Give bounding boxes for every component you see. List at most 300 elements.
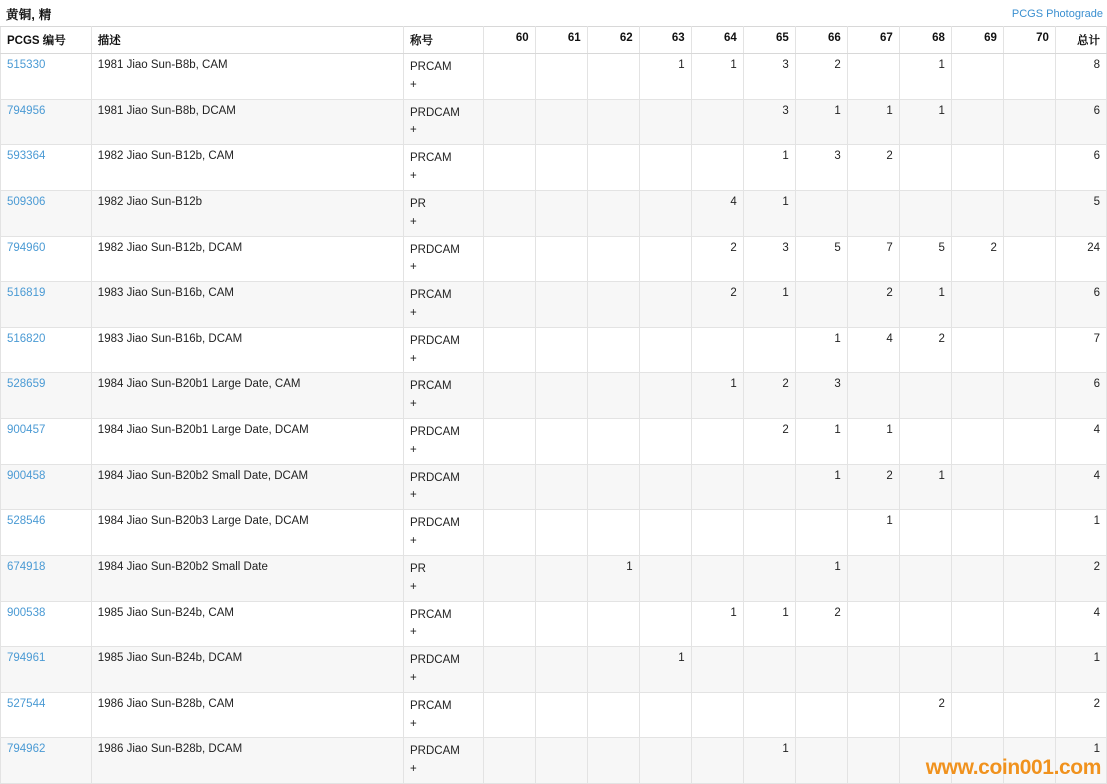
col-header-total[interactable]: 总计 [1055,27,1106,54]
col-header-61[interactable]: 61 [535,27,587,54]
cert-link[interactable]: 794962 [7,743,46,756]
cert-link[interactable]: 794961 [7,652,46,665]
designation-plus: + [410,443,417,456]
cell-grade-60 [483,145,535,191]
cell-total: 2 [1055,692,1106,738]
designation-plus: + [410,261,417,274]
designation-label: PRDCAM [410,106,460,119]
cell-grade-70 [1003,464,1055,510]
cell-cert[interactable] [1,373,92,419]
cell-grade-60 [483,54,535,100]
cell-grade-60 [483,373,535,419]
cell-total: 6 [1055,373,1106,419]
cell-grade-62 [587,510,639,556]
designation-plus: + [410,717,417,730]
cell-grade-70 [1003,145,1055,191]
cell-grade-64 [691,692,743,738]
designation-label: PR [410,197,426,210]
table-row [1,692,1107,738]
cell-grade-65: 3 [743,236,795,282]
population-table [0,26,1107,784]
cell-grade-65 [743,327,795,373]
cell-total: 8 [1055,54,1106,100]
cell-grade-69 [951,282,1003,328]
cert-link[interactable]: 794960 [7,241,46,254]
cell-grade-68 [899,190,951,236]
cell-grade-62 [587,190,639,236]
table-body [1,54,1107,784]
cell-grade-67: 2 [847,282,899,328]
cell-grade-69 [951,373,1003,419]
cell-grade-63 [639,601,691,647]
designation-label: PR [410,562,426,575]
cell-grade-64 [691,145,743,191]
page-title: 黄铜, 精 [6,8,52,22]
cell-grade-66: 2 [795,54,847,100]
cell-total: 1 [1055,647,1106,693]
cell-grade-67: 2 [847,145,899,191]
cell-grade-60 [483,555,535,601]
cell-grade-67 [847,54,899,100]
cert-link[interactable]: 527544 [7,697,46,710]
cell-grade-68 [899,145,951,191]
cell-grade-67: 7 [847,236,899,282]
cell-grade-66: 2 [795,601,847,647]
cell-grade-63 [639,190,691,236]
table-row [1,510,1107,556]
designation-plus: + [410,78,417,91]
cell-grade-65: 1 [743,190,795,236]
cell-designation [404,190,484,236]
cell-grade-61 [535,419,587,465]
page-header [0,0,1107,26]
cell-grade-65 [743,555,795,601]
col-header-66[interactable]: 66 [795,27,847,54]
cell-description: 1982 Jiao Sun-B12b, DCAM [91,236,403,282]
cell-cert[interactable] [1,419,92,465]
cell-grade-70 [1003,190,1055,236]
cell-grade-66: 5 [795,236,847,282]
cell-cert[interactable] [1,327,92,373]
cert-link[interactable]: 900538 [7,606,46,619]
table-row [1,145,1107,191]
cell-grade-63: 1 [639,54,691,100]
cell-description: 1982 Jiao Sun-B12b, CAM [91,145,403,191]
cert-link[interactable]: 528546 [7,515,46,528]
cell-cert[interactable] [1,54,92,100]
cell-grade-64 [691,99,743,145]
cell-grade-62 [587,145,639,191]
cell-description: 1985 Jiao Sun-B24b, DCAM [91,647,403,693]
cell-grade-63: 1 [639,647,691,693]
cell-grade-66: 1 [795,327,847,373]
cell-grade-61 [535,555,587,601]
cell-grade-68: 1 [899,282,951,328]
cell-total: 6 [1055,99,1106,145]
cell-designation [404,373,484,419]
cell-grade-70 [1003,373,1055,419]
designation-plus: + [410,671,417,684]
cell-grade-70 [1003,601,1055,647]
cell-grade-69 [951,510,1003,556]
cell-grade-63 [639,555,691,601]
cert-link[interactable]: 516819 [7,287,46,300]
cell-grade-62 [587,54,639,100]
cell-grade-62 [587,373,639,419]
cell-grade-64 [691,647,743,693]
designation-label: PRDCAM [410,243,460,256]
cell-grade-68: 2 [899,327,951,373]
cell-grade-69 [951,99,1003,145]
cell-total: 4 [1055,464,1106,510]
table-row [1,738,1107,784]
cell-grade-70 [1003,282,1055,328]
designation-plus: + [410,535,417,548]
cell-designation [404,555,484,601]
cell-grade-70 [1003,99,1055,145]
cell-grade-60 [483,327,535,373]
designation-plus: + [410,626,417,639]
cell-grade-63 [639,99,691,145]
cert-link[interactable]: 515330 [7,59,46,71]
cell-cert[interactable] [1,282,92,328]
designation-plus: + [410,352,417,365]
cell-grade-67 [847,601,899,647]
table-row [1,282,1107,328]
cell-grade-70 [1003,647,1055,693]
cell-description: 1985 Jiao Sun-B24b, CAM [91,601,403,647]
cell-grade-63 [639,373,691,419]
cert-link[interactable]: 516820 [7,332,46,345]
cell-cert[interactable] [1,647,92,693]
cell-grade-68 [899,373,951,419]
col-header-69[interactable]: 69 [951,27,1003,54]
cell-grade-62 [587,692,639,738]
cell-grade-68 [899,601,951,647]
table-row [1,54,1107,100]
cell-grade-66 [795,738,847,784]
cell-grade-63 [639,282,691,328]
cell-description: 1982 Jiao Sun-B12b [91,190,403,236]
cell-total: 5 [1055,190,1106,236]
cell-grade-65: 2 [743,373,795,419]
cell-grade-60 [483,692,535,738]
cell-grade-62 [587,647,639,693]
col-header-62[interactable]: 62 [587,27,639,54]
cell-grade-65: 1 [743,282,795,328]
designation-label: PRDCAM [410,471,460,484]
col-header-65[interactable]: 65 [743,27,795,54]
designation-label: PRDCAM [410,426,460,438]
cell-grade-61 [535,464,587,510]
designation-plus: + [410,489,417,502]
cell-total: 1 [1055,510,1106,556]
designation-plus: + [410,215,417,228]
cell-grade-67: 1 [847,510,899,556]
cell-total: 4 [1055,601,1106,647]
cell-grade-69 [951,738,1003,784]
cell-grade-64 [691,555,743,601]
cell-cert[interactable] [1,99,92,145]
cell-grade-67 [847,555,899,601]
cell-grade-65: 1 [743,145,795,191]
cell-designation [404,601,484,647]
cell-description: 1981 Jiao Sun-B8b, DCAM [91,99,403,145]
designation-label: PRCAM [410,289,452,302]
cell-description: 1984 Jiao Sun-B20b1 Large Date, CAM [91,373,403,419]
cell-grade-69: 2 [951,236,1003,282]
cell-total: 2 [1055,555,1106,601]
cell-grade-66 [795,510,847,556]
cell-grade-63 [639,738,691,784]
cell-grade-62 [587,282,639,328]
designation-plus: + [410,306,417,319]
cell-grade-64 [691,738,743,784]
cell-total: 24 [1055,236,1106,282]
cell-cert[interactable] [1,555,92,601]
cell-grade-66: 1 [795,464,847,510]
cell-grade-64 [691,327,743,373]
cell-grade-63 [639,692,691,738]
cell-grade-67: 1 [847,419,899,465]
col-header-68[interactable]: 68 [899,27,951,54]
designation-label: PRCAM [410,152,452,165]
cell-grade-61 [535,373,587,419]
designation-label: PRCAM [410,380,452,393]
cell-total: 6 [1055,145,1106,191]
col-header-64[interactable]: 64 [691,27,743,54]
cell-grade-65: 3 [743,54,795,100]
col-header-desc[interactable]: 描述 [91,27,403,54]
cert-link[interactable]: 794956 [7,104,46,117]
cell-designation [404,647,484,693]
cell-grade-66: 1 [795,555,847,601]
cell-cert[interactable] [1,692,92,738]
table-row [1,419,1107,465]
cell-grade-65 [743,647,795,693]
cell-grade-65: 1 [743,601,795,647]
cell-grade-61 [535,738,587,784]
designation-plus: + [410,763,417,776]
cell-grade-64: 2 [691,236,743,282]
cell-grade-60 [483,601,535,647]
cell-grade-70 [1003,510,1055,556]
cell-grade-68 [899,647,951,693]
cell-grade-63 [639,145,691,191]
designation-plus: + [410,580,417,593]
designation-plus: + [410,124,417,137]
cell-designation [404,510,484,556]
cell-grade-67 [847,692,899,738]
cell-grade-67 [847,190,899,236]
cell-description: 1983 Jiao Sun-B16b, CAM [91,282,403,328]
cell-grade-62 [587,327,639,373]
col-header-67[interactable]: 67 [847,27,899,54]
cell-grade-61 [535,601,587,647]
cell-description: 1984 Jiao Sun-B20b2 Small Date, DCAM [91,464,403,510]
cell-cert[interactable] [1,738,92,784]
designation-plus: + [410,170,417,183]
cell-grade-69 [951,190,1003,236]
cert-link[interactable]: 900458 [7,469,46,482]
cell-total: 6 [1055,282,1106,328]
cell-cert[interactable] [1,236,92,282]
cell-grade-69 [951,692,1003,738]
cell-grade-64 [691,510,743,556]
cell-grade-70 [1003,236,1055,282]
table-row [1,555,1107,601]
cell-grade-70 [1003,54,1055,100]
cell-grade-70 [1003,692,1055,738]
cell-grade-68 [899,419,951,465]
cell-cert[interactable] [1,464,92,510]
cell-grade-69 [951,464,1003,510]
cell-cert[interactable] [1,145,92,191]
cell-grade-65: 1 [743,738,795,784]
cell-grade-70 [1003,419,1055,465]
cell-grade-67 [847,738,899,784]
cell-grade-68: 1 [899,99,951,145]
cell-grade-61 [535,647,587,693]
cell-description: 1981 Jiao Sun-B8b, CAM [91,54,403,100]
col-header-cert[interactable]: PCGS 编号 [1,27,92,54]
cell-grade-64: 4 [691,190,743,236]
cell-grade-69 [951,419,1003,465]
table-row [1,464,1107,510]
table-row [1,190,1107,236]
col-header-60[interactable]: 60 [483,27,535,54]
cell-grade-67: 2 [847,464,899,510]
cell-designation [404,236,484,282]
cell-grade-70 [1003,555,1055,601]
cell-grade-69 [951,327,1003,373]
cell-description: 1983 Jiao Sun-B16b, DCAM [91,327,403,373]
cell-grade-62: 1 [587,555,639,601]
cell-total: 1 [1055,738,1106,784]
cell-description: 1986 Jiao Sun-B28b, CAM [91,692,403,738]
cell-grade-61 [535,692,587,738]
cell-grade-62 [587,236,639,282]
cert-link[interactable]: 509306 [7,195,46,208]
cell-grade-63 [639,464,691,510]
cell-cert[interactable] [1,510,92,556]
cell-grade-66 [795,647,847,693]
cell-grade-60 [483,99,535,145]
cell-grade-63 [639,510,691,556]
cell-cert[interactable] [1,190,92,236]
cell-grade-68 [899,555,951,601]
cell-grade-67: 1 [847,99,899,145]
cert-link[interactable]: 528659 [7,378,46,391]
designation-label: PRDCAM [410,334,460,347]
designation-plus: + [410,398,417,411]
cert-link[interactable]: 900457 [7,424,46,436]
designation-label: PRCAM [410,699,452,712]
table-row [1,647,1107,693]
designation-label: PRCAM [410,61,452,73]
cell-grade-61 [535,510,587,556]
cell-grade-68 [899,510,951,556]
cell-grade-65 [743,510,795,556]
cell-grade-60 [483,282,535,328]
table-row [1,601,1107,647]
cell-grade-65 [743,692,795,738]
cell-description: 1984 Jiao Sun-B20b1 Large Date, DCAM [91,419,403,465]
col-header-desig[interactable]: 称号 [404,27,484,54]
cell-designation [404,99,484,145]
cell-grade-63 [639,236,691,282]
cell-grade-61 [535,54,587,100]
cell-grade-62 [587,419,639,465]
cell-total: 4 [1055,419,1106,465]
cell-grade-61 [535,99,587,145]
cell-designation [404,145,484,191]
pcgs-photograde-link[interactable]: PCGS Photograde [1011,8,1103,20]
cell-description: 1984 Jiao Sun-B20b2 Small Date [91,555,403,601]
cell-grade-68: 5 [899,236,951,282]
cell-grade-67 [847,373,899,419]
cell-grade-67 [847,647,899,693]
cert-link[interactable]: 593364 [7,150,46,163]
cell-grade-68: 2 [899,692,951,738]
cert-link[interactable]: 674918 [7,560,46,573]
cell-grade-64 [691,419,743,465]
cell-grade-68: 1 [899,464,951,510]
cell-description: 1986 Jiao Sun-B28b, DCAM [91,738,403,784]
cell-grade-70 [1003,327,1055,373]
designation-label: PRDCAM [410,517,460,530]
cell-designation [404,54,484,100]
cell-grade-66 [795,692,847,738]
cell-designation [404,327,484,373]
cell-grade-66 [795,282,847,328]
cell-grade-64 [691,464,743,510]
cell-grade-61 [535,190,587,236]
designation-label: PRCAM [410,608,452,621]
cell-grade-60 [483,419,535,465]
cell-grade-66: 3 [795,373,847,419]
cell-cert[interactable] [1,601,92,647]
cell-grade-63 [639,419,691,465]
table-header [1,27,1107,54]
cell-grade-68 [899,738,951,784]
cell-grade-60 [483,738,535,784]
cell-grade-69 [951,601,1003,647]
cell-grade-66: 1 [795,99,847,145]
table-row [1,236,1107,282]
col-header-70[interactable]: 70 [1003,27,1055,54]
cell-grade-62 [587,464,639,510]
cell-grade-65: 2 [743,419,795,465]
cell-grade-65: 3 [743,99,795,145]
cell-grade-66: 1 [795,419,847,465]
cell-grade-68: 1 [899,54,951,100]
table-row [1,373,1107,419]
cell-grade-61 [535,145,587,191]
cell-grade-60 [483,236,535,282]
cell-grade-62 [587,738,639,784]
col-header-63[interactable]: 63 [639,27,691,54]
cell-grade-62 [587,99,639,145]
cell-grade-60 [483,510,535,556]
cell-grade-65 [743,464,795,510]
cell-grade-70 [1003,738,1055,784]
cell-grade-61 [535,236,587,282]
cell-grade-66: 3 [795,145,847,191]
cell-designation [404,282,484,328]
table-row [1,327,1107,373]
cell-designation [404,692,484,738]
